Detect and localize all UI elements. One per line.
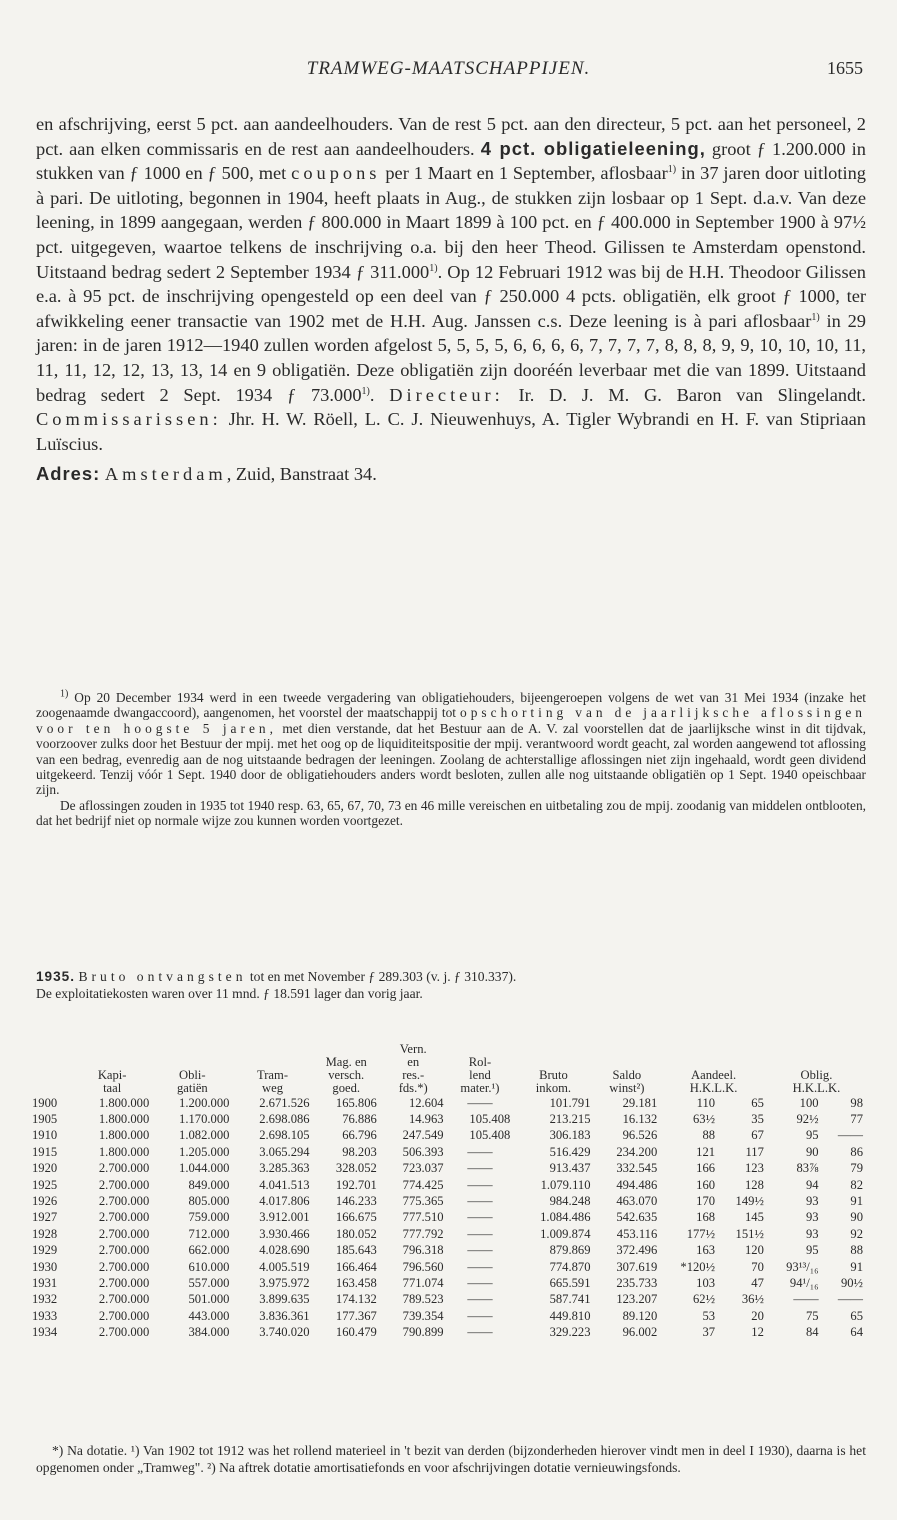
page-number: 1655 <box>827 58 863 78</box>
table-cell: 775.365 <box>402 1194 444 1209</box>
table-cell: —— <box>467 1325 493 1340</box>
table-cell: 16.132 <box>622 1112 658 1127</box>
loan-label: 4 pct. obligatieleening, <box>480 137 706 159</box>
table-cell: 4.017.806 <box>259 1194 310 1209</box>
table-cell: 1.044.000 <box>179 1161 230 1176</box>
table-cell: 4.028.690 <box>259 1243 310 1258</box>
table-cell: 805.000 <box>188 1194 230 1209</box>
table-cell: 96.002 <box>622 1325 658 1340</box>
table-cell: 796.560 <box>402 1259 444 1274</box>
table-row <box>32 1292 866 1308</box>
table-cell: 168 <box>696 1210 716 1225</box>
table-cell: 185.643 <box>335 1243 377 1258</box>
table-cell: 177½ <box>686 1226 716 1241</box>
table-cell: 777.510 <box>402 1210 444 1225</box>
table-cell: 234.200 <box>616 1144 658 1159</box>
table-cell: 516.429 <box>549 1144 591 1159</box>
table-cell: —— <box>467 1144 493 1159</box>
table-cell: 83⅞ <box>796 1161 819 1176</box>
table-cell: 610.000 <box>188 1259 230 1274</box>
col-header-saldo: Saldo winst²) <box>609 1068 645 1095</box>
table-cell: 70 <box>751 1259 764 1274</box>
row-year: 1930 <box>32 1259 58 1274</box>
table-cell: 37 <box>702 1325 716 1340</box>
table-cell: 3.065.294 <box>259 1144 310 1159</box>
row-year: 1931 <box>32 1275 58 1290</box>
table-row <box>32 1226 866 1242</box>
row-year: 1934 <box>32 1325 58 1340</box>
table-body <box>32 1095 866 1341</box>
table-cell: 192.701 <box>335 1177 377 1192</box>
table-cell: 62½ <box>693 1292 716 1307</box>
table-cell: 166.464 <box>335 1259 377 1274</box>
table-cell: —— <box>837 1292 863 1307</box>
table-cell: —— <box>467 1243 493 1258</box>
table-row <box>32 1128 866 1144</box>
table-cell: —— <box>467 1210 493 1225</box>
table-cell: 146.233 <box>335 1194 377 1209</box>
table-cell: 3.836.361 <box>259 1308 310 1323</box>
table-cell: 3.975.972 <box>259 1275 310 1290</box>
table-cell: 101.791 <box>549 1095 591 1110</box>
table-cell: 3.285.363 <box>259 1161 310 1176</box>
table-cell: 542.635 <box>616 1210 658 1225</box>
table-cell: 2.700.000 <box>98 1259 150 1274</box>
table-cell: 329.223 <box>549 1325 591 1340</box>
table-cell: 166.675 <box>335 1210 377 1225</box>
address-city: Amsterdam <box>104 464 227 485</box>
table-cell: 723.037 <box>402 1161 444 1176</box>
table-cell: 65 <box>751 1095 764 1110</box>
table-cell: 90 <box>805 1144 819 1159</box>
table-cell: 98.203 <box>342 1144 377 1159</box>
table-cell: 75 <box>805 1308 819 1323</box>
coupons-term: coupons <box>291 163 381 184</box>
row-year: 1933 <box>32 1308 58 1323</box>
address-line <box>36 462 866 487</box>
table-cell: 1.205.000 <box>179 1144 230 1159</box>
footnote-ref: 1) <box>361 385 370 397</box>
table-cell: 91 <box>850 1259 863 1274</box>
footnote-ref: 1) <box>667 164 677 176</box>
table-row <box>32 1243 866 1259</box>
table-cell: 2.698.105 <box>259 1128 310 1143</box>
table-cell: —— <box>467 1308 493 1323</box>
table-cell: 2.671.526 <box>259 1095 310 1110</box>
table-cell: 105.408 <box>469 1128 511 1143</box>
table-cell: 739.354 <box>402 1308 444 1323</box>
table-cell: —— <box>467 1095 493 1110</box>
table-cell: 84 <box>805 1325 819 1340</box>
table-cell: 47 <box>751 1275 764 1290</box>
table-cell: 93 <box>805 1210 819 1225</box>
bruto-label: Bruto ontvangsten <box>78 969 247 984</box>
page-header <box>0 58 897 88</box>
table-cell: 82 <box>850 1177 863 1192</box>
loan-paragraph: en afschrijving, eerst 5 pct. aan aandeelhouders. Van de rest 5 pct. aan den directeur, 5 pct. aan het personeel, 2 pct. aan elken commissaris en de rest aan aandeelhouders. 4 pct. obligatieleening, groot ƒ 1.200.000 in stukken van ƒ 1000 en ƒ 500, met coupons per 1 Maart en 1 September, aflosbaar$^{1)}$ in 37 jaren door uitloting à pari. De uitloting, begonnen in 1904, heeft plaats in Aug., de stukken zijn losbaar op 1 Sept. d.a.v. Van deze leening, in 1899 aangegaan, werden ƒ 800.000 in Maart 1899 à 100 pct. en ƒ 400.000 in September 1900 à 97½ pct. uitgegeven, waartoe telkens de inschrijving o.a. bij den heer Theod. Gilissen te Amsterdam openstond. Uitstaand bedrag sedert 2 September 1934 ƒ 311.000$^{1)}$. Op 12 Februari 1912 was bij de H.H. Theodoor Gilissen e.a. à 95 pct. de inschrijving opengesteld op een deel van ƒ 250.000 4 pcts. obligatiën, elk groot ƒ 1000, ter afwikkeling eener transactie van 1902 met de H.H. Aug. Janssen c.s. Deze leening is à pari aflosbaar$^{1)}$ in 29 jaren: in de jaren 1912—1940 zullen worden afgelost 5, 5, 5, 5, 6, 6, 6, 6, 7, 7, 7, 7, 8, 8, 8, 9, 9, 10, 10, 10, 11, 11, 11, 12, 12, 13, 13, 14 en 9 obligatiën. Deze obligatiën zijn dooréén leverbaar met die van 1899. Uitstaand bedrag sedert 2 Sept. 1934 ƒ 73.000$^{1)}$. Directeur: Ir. D. J. M. G. Baron van Slingelandt. Commissarissen: Jhr. H. W. Röell, L. C. J. Nieuwenhuys, A. Tigler Wybrandi en H. F. van Stipriaan Luïscius. <box>36 114 866 454</box>
table-cell: 35 <box>751 1112 764 1127</box>
table-cell: 1.800.000 <box>98 1128 150 1143</box>
table-cell: 2.700.000 <box>98 1177 150 1192</box>
footnote-marker: 1) <box>60 688 69 700</box>
table-cell: 160 <box>696 1177 716 1192</box>
table-cell: 774.425 <box>402 1177 444 1192</box>
table-cell: —— <box>467 1194 493 1209</box>
row-year: 1932 <box>32 1292 58 1307</box>
table-row <box>32 1193 866 1209</box>
table-cell: 12 <box>751 1325 764 1340</box>
directeur-value: Ir. D. J. M. G. Baron van Slingelandt. <box>503 384 866 405</box>
table-cell: 2.700.000 <box>98 1194 150 1209</box>
footnote-1: $^{1)}$ Op 20 December 1934 werd in een tweede vergadering van obligatiehouders, bijeengeroepen volgens de wet van 31 Mei 1934 (inzake het zoogenaamde dwangaccoord), aangenomen, het voorstel der maatschappij tot opschorting van de jaarlijksche aflossingen voor ten hoogste 5 jaren, met dien verstande, dat het Bestuur aan de A. V. zal voorstellen dat de jaarlijksche winst in dit tijdvak, voorzoover zulks door het Bestuur der mpij. met het oog op de liquiditeitspositie der mpij. verantwoord wordt geacht, zal worden aangewend tot aflossing van een bedrag, evenredig aan de nog uitstaande bedragen der leeningen. Zoolang de achterstallige aflossingen niet zijn ingehaald, wordt geen dividend uitgekeerd. Tenzij vóór 1 Sept. 1940 door de obligatiehouders anders wordt besloten, zullen alle nog uitstaande obligatiën op 1 Sept. 1940 opeischbaar zijn. De aflossingen zouden in 1935 tot 1940 resp. 63, 65, 67, 70, 73 en 46 mille vereischen en uitbetaling zou de mpij. zoodanig van middelen ontblooten, dat het bedrijf niet op normale wijze zou kunnen worden voortgezet. <box>36 688 867 829</box>
table-cell: 332.545 <box>616 1161 658 1176</box>
row-year: 1905 <box>32 1112 58 1127</box>
address-label: Adres: <box>36 463 101 485</box>
table-cell: 1.084.486 <box>540 1210 591 1225</box>
table-cell: 1.200.000 <box>179 1095 230 1110</box>
table-cell: 53 <box>702 1308 716 1323</box>
table-cell: 789.523 <box>402 1292 444 1307</box>
table-cell: 2.700.000 <box>98 1308 150 1323</box>
table-cell: —— <box>467 1275 493 1290</box>
table-cell: 777.792 <box>402 1226 444 1241</box>
table-cell: 2.700.000 <box>98 1226 150 1241</box>
table-cell: 93 <box>805 1226 819 1241</box>
table-cell: 372.496 <box>616 1243 658 1258</box>
row-year: 1900 <box>32 1095 58 1110</box>
table-cell: 1.800.000 <box>98 1144 150 1159</box>
table-cell: 849.000 <box>188 1177 230 1192</box>
table-cell: 92 <box>850 1226 863 1241</box>
table-cell: 77 <box>850 1112 863 1127</box>
commissarissen-value: Jhr. H. W. Röell, L. C. J. Nieuwenhuys, A. Tigler Wybrandi en H. F. van Stipriaan Luïscius. <box>36 409 866 454</box>
table-row <box>32 1095 866 1111</box>
table-cell: 120 <box>745 1243 764 1258</box>
table-cell: 453.116 <box>616 1226 658 1241</box>
table-cell: 67 <box>751 1128 764 1143</box>
table-cell: 1.170.000 <box>179 1112 230 1127</box>
table-cell: 95 <box>805 1128 819 1143</box>
table-cell: 165.806 <box>335 1095 377 1110</box>
table-cell: 307.619 <box>616 1259 658 1274</box>
table-cell: 96.526 <box>622 1128 658 1143</box>
table-cell: —— <box>467 1292 493 1307</box>
table-cell: 163.458 <box>335 1275 377 1290</box>
table-cell: 2.700.000 <box>98 1275 150 1290</box>
table-cell: 557.000 <box>188 1275 230 1290</box>
table-cell: 1.079.110 <box>540 1177 591 1192</box>
col-header-magazijn: Mag. en versch. goed. <box>325 1055 367 1095</box>
table-cell: 163 <box>696 1243 716 1258</box>
table-cell: —— <box>467 1177 493 1192</box>
table-cell: 984.248 <box>549 1194 591 1209</box>
table-cell: 306.183 <box>549 1128 591 1143</box>
table-cell: 235.733 <box>616 1275 658 1290</box>
table-row <box>32 1210 866 1226</box>
table-cell: 65 <box>850 1308 863 1323</box>
table-cell: 3.899.635 <box>259 1292 310 1307</box>
table-cell: 123 <box>745 1161 764 1176</box>
table-cell: 103 <box>696 1275 716 1290</box>
table-cell: 20 <box>751 1308 764 1323</box>
table-cell: 76.886 <box>342 1112 377 1127</box>
year-1935-section: 1935. Bruto ontvangsten tot en met November ƒ 289.303 (v. j. ƒ 310.337). De exploitatiekosten waren over 11 mnd. ƒ 18.591 lager dan vorig jaar. <box>36 969 517 1001</box>
table-row <box>32 1308 866 1324</box>
table-cell: 213.215 <box>549 1112 591 1127</box>
table-row <box>32 1144 866 1160</box>
table-cell: 93 <box>805 1194 819 1209</box>
footnote-emphasis: opschorting van de jaarlijksche aflossingen voor ten hoogste 5 jaren, <box>36 705 867 736</box>
table-cell: 63½ <box>693 1112 716 1127</box>
table-cell: 79 <box>850 1161 863 1176</box>
table-cell: —— <box>467 1226 493 1241</box>
footnote-ref: 1) <box>429 262 438 274</box>
table-cell: 121 <box>696 1144 716 1159</box>
table-row <box>32 1177 866 1193</box>
table-cell: 4.005.519 <box>259 1259 310 1274</box>
table-cell: 94 <box>805 1177 819 1192</box>
address-rest: , Zuid, Banstraat 34. <box>226 464 377 485</box>
table-cell: 174.132 <box>335 1292 377 1307</box>
table-cell: —— <box>793 1292 819 1307</box>
table-row <box>32 1275 866 1291</box>
table-cell: 105.408 <box>469 1112 511 1127</box>
table-cell: 4.041.513 <box>259 1177 310 1192</box>
col-header-kapitaal: Kapi- taal <box>97 1068 127 1095</box>
table-cell: 587.741 <box>549 1292 591 1307</box>
table-row <box>32 1324 866 1340</box>
row-year: 1927 <box>32 1210 58 1225</box>
table-cell: 759.000 <box>188 1210 230 1225</box>
row-year: 1926 <box>32 1194 58 1209</box>
table-cell: 506.393 <box>402 1144 444 1159</box>
table-cell: 29.181 <box>622 1095 658 1110</box>
table-cell: 36½ <box>741 1292 764 1307</box>
table-cell: 94¹/₁₆ <box>789 1275 819 1290</box>
row-year: 1928 <box>32 1226 58 1241</box>
table-cell: 166 <box>696 1161 716 1176</box>
row-year: 1915 <box>32 1144 58 1159</box>
table-cell: 2.700.000 <box>98 1292 150 1307</box>
table-cell: 1.082.000 <box>179 1128 230 1143</box>
row-year: 1920 <box>32 1161 58 1176</box>
table-cell: 149½ <box>735 1194 764 1209</box>
table-cell: 100 <box>799 1095 819 1110</box>
table-cell: 12.604 <box>408 1095 444 1110</box>
row-year: 1929 <box>32 1243 58 1258</box>
table-cell: 128 <box>745 1177 764 1192</box>
table-cell: 384.000 <box>188 1325 230 1340</box>
table-cell: 712.000 <box>188 1226 230 1241</box>
table-cell: 771.074 <box>402 1275 444 1290</box>
company-description <box>36 112 866 487</box>
table-cell: 913.437 <box>549 1161 591 1176</box>
table-cell: 64 <box>850 1325 863 1340</box>
table-cell: 463.070 <box>616 1194 658 1209</box>
table-cell: 95 <box>805 1243 819 1258</box>
table-cell: 89.120 <box>622 1308 658 1323</box>
table-cell: 88 <box>850 1243 863 1258</box>
year-1935-label: 1935. <box>36 969 76 984</box>
table-cell: 66.796 <box>342 1128 377 1143</box>
table-cell: 494.486 <box>616 1177 658 1192</box>
running-title: TRAMWEG-MAATSCHAPPIJEN. <box>306 58 591 79</box>
table-cell: 2.700.000 <box>98 1325 150 1340</box>
table-cell: 2.698.086 <box>259 1112 310 1127</box>
table-cell: 3.740.020 <box>259 1325 310 1340</box>
table-cell: *120½ <box>680 1259 716 1274</box>
col-header-rollend: Rol- lend mater.¹) <box>460 1055 500 1095</box>
table-cell: 90 <box>850 1210 863 1225</box>
col-header-vernieuwing: Vern. en res.- fds.*) <box>398 1042 428 1095</box>
col-header-aandeel: Aandeel. H.K.L.K. <box>689 1068 738 1095</box>
col-header-year <box>32 1043 72 1095</box>
table-cell: 790.899 <box>402 1325 444 1340</box>
table-row <box>32 1161 866 1177</box>
table-cell: 92½ <box>796 1112 819 1127</box>
directeur-label: Directeur: <box>389 384 504 405</box>
table-cell: 123.207 <box>616 1292 658 1307</box>
col-header-obligatien: Obli- gatiën <box>176 1068 208 1095</box>
table-cell: 662.000 <box>188 1243 230 1258</box>
table-cell: 2.700.000 <box>98 1161 150 1176</box>
table-cell: 247.549 <box>402 1128 444 1143</box>
table-cell: 2.700.000 <box>98 1243 150 1258</box>
table-cell: 160.479 <box>335 1325 377 1340</box>
statistics-table <box>32 1043 866 1341</box>
table-cell: 14.963 <box>408 1112 444 1127</box>
table-cell: 1.800.000 <box>98 1112 150 1127</box>
table-cell: 145 <box>745 1210 764 1225</box>
footnote-ref: 1) <box>811 311 820 323</box>
commissarissen-label: Commissarissen: <box>36 409 222 430</box>
row-year: 1910 <box>32 1128 58 1143</box>
col-header-oblig: Oblig. H.K.L.K. <box>792 1068 841 1095</box>
table-cell: 151½ <box>735 1226 764 1241</box>
row-year: 1925 <box>32 1177 58 1192</box>
table-cell: —— <box>467 1161 493 1176</box>
table-cell: 2.700.000 <box>98 1210 150 1225</box>
table-row <box>32 1259 866 1275</box>
table-cell: 93¹³/₁₆ <box>786 1259 819 1274</box>
table-cell: 110 <box>696 1095 716 1110</box>
table-cell: 443.000 <box>188 1308 230 1323</box>
table-cell: 98 <box>850 1095 863 1110</box>
col-header-tramweg: Tram- weg <box>256 1068 289 1095</box>
table-cell: 879.869 <box>549 1243 591 1258</box>
table-cell: 328.052 <box>335 1161 377 1176</box>
table-cell: 796.318 <box>402 1243 444 1258</box>
table-row <box>32 1111 866 1127</box>
table-cell: 117 <box>745 1144 764 1159</box>
table-cell: 86 <box>850 1144 863 1159</box>
table-cell: 3.930.466 <box>259 1226 310 1241</box>
table-cell: 3.912.001 <box>259 1210 310 1225</box>
table-cell: 180.052 <box>335 1226 377 1241</box>
table-cell: 1.009.874 <box>540 1226 591 1241</box>
table-cell: 91 <box>850 1194 863 1209</box>
table-cell: 774.870 <box>549 1259 591 1274</box>
footnote-2: *) Na dotatie. ¹) Van 1902 tot 1912 was het rollend materieel in 't bezit van derden (bijzonderheden hierover vindt men in deel I 1930), daarna is het opgenomen onder „Tramweg". ²) Na aftrek dotatie amortisatiefonds en voor afschrijvingen dotatie vernieuwingsfonds. <box>36 1443 866 1475</box>
table-cell: 177.367 <box>335 1308 377 1323</box>
table-cell: 449.810 <box>549 1308 591 1323</box>
table-cell: 501.000 <box>188 1292 230 1307</box>
table-cell: 665.591 <box>549 1275 591 1290</box>
table-cell: 88 <box>702 1128 716 1143</box>
table-cell: 170 <box>696 1194 716 1209</box>
table-cell: —— <box>467 1259 493 1274</box>
table-header <box>32 1043 866 1095</box>
table-cell: 90½ <box>840 1275 863 1290</box>
table-cell: 1.800.000 <box>98 1095 150 1110</box>
col-header-bruto: Bruto inkom. <box>535 1068 572 1095</box>
table-cell: —— <box>837 1128 863 1143</box>
